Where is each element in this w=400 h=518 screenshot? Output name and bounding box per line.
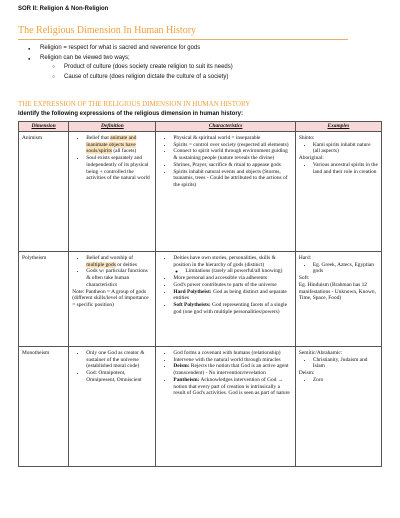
title-divider (18, 39, 348, 40)
highlight: animate and inanimate objects have souls/spirits (86, 135, 137, 155)
list-item: • Christianity, Judaism and Islam (313, 357, 378, 370)
example-heading: Shinto: (298, 135, 315, 141)
table-row-polytheism (19, 252, 382, 347)
term-cell: Polytheism (19, 252, 69, 347)
page-title: The Religious Dimension In Human History (18, 25, 197, 36)
dimensions-table (18, 121, 382, 467)
example-text: Eg. Hinduism (Brahman has 12 manifestations - Unknown, Known, Time, Space, Food) (298, 281, 376, 302)
example-heading: Aboriginal: (298, 155, 324, 162)
table-row-monotheism (19, 347, 382, 467)
examples-cell (295, 347, 381, 467)
bullet-item: ● Religion = respect for what is sacred and reverence for gods (28, 44, 233, 54)
example-heading: Semitic/Abrahamic: (298, 350, 343, 356)
table-row-animism (19, 132, 382, 252)
list-item: • God's power contributes to parts of the universe (173, 282, 291, 289)
example-heading: Soft: (298, 275, 310, 282)
examples-cell (295, 132, 381, 252)
example-heading: Hard: (298, 255, 312, 261)
table-header-row (19, 122, 382, 132)
highlight: multiple gods (86, 261, 116, 268)
list-item: • Only one God as creator & sustainer of the universe (established moral code) (86, 350, 152, 370)
bullet-item: ● Religion can be viewed two ways; (28, 54, 233, 64)
list-item: • Physical & spiritual world = inseparable (173, 135, 291, 142)
list-item: • Pantheism: Acknowledges intervention of God → notion that every part of creation is intrinsically a result of God's activities. God is seen as part of nature (173, 377, 291, 397)
list-item: ◦ Limitations (rarely all powerful/all knowing) (185, 268, 291, 275)
note-text: Note: Pantheon = A group of gods (different skills/level of importance = specific position) (72, 288, 149, 308)
header-definition: Definition (69, 122, 156, 132)
list-item: • Connect to spirit world through environment guiding & sustaining people (nature reveals the divine) (173, 148, 291, 161)
list-item: • Belief and worship of multiple gods or deities (86, 255, 152, 268)
examples-cell (295, 252, 381, 347)
definition-cell (69, 347, 156, 467)
term-cell: Animism (19, 132, 69, 252)
list-item: • Belief that animate and inanimate objects have souls/spirits (all facets) (86, 135, 152, 155)
list-item: • Gods w/ particular functions & often take human characteristics (86, 268, 152, 288)
example-heading: Deism: (298, 370, 315, 377)
list-item: • Deism: Rejects the notion that God is an active agent (transcendent) - No intervention/revelation (173, 363, 291, 376)
header-dimension: Dimension (19, 122, 69, 132)
definition-cell (69, 252, 156, 347)
list-item: • God: Omnipotent, Omnipresent, Omniscient (86, 370, 152, 383)
list-item: • Various ancestral spirits in the land and their role in creation (313, 162, 378, 175)
list-item: • Intervene with the natural world through miracles (173, 357, 291, 364)
list-item: • Shrines, Prayer, sacrifice & ritual to appease gods (173, 162, 291, 169)
list-item: • God forms a covenant with humans (relationship) (173, 350, 291, 357)
list-item: • Soul exists separately and independently of its physical being + controlled the activities of the natural world (86, 155, 152, 182)
list-item: • Deities have own stories, personalities, skills & position in the hierarchy of gods (distinct) ◦ Limitations (rarely all powerful/all knowing) (173, 255, 291, 275)
list-item: • Hard Polytheist: God as being distinct and separate entities (173, 289, 291, 302)
list-item: • Eg. Greek, Aztecs, Egyptian gods (313, 262, 378, 275)
header-examples: Examples (295, 122, 381, 132)
list-item: • Spirits inhabit natural events and objects (Storms, tsunamis, trees - Could be attributed to the actions of the spirits) (173, 169, 291, 189)
list-item: • More personal and accessible via adherents (173, 275, 291, 282)
characteristics-cell (156, 347, 295, 467)
list-item: • Kami spirits inhabit nature (all aspects) (313, 142, 378, 155)
section-title: THE EXPRESSION OF THE RELIGIOUS DIMENSION IN HUMAN HISTORY (18, 100, 251, 108)
document-header: SOR II: Religion & Non-Religion (18, 6, 109, 12)
list-item: • Spirits = control over society (respected all elements) (173, 142, 291, 149)
definition-cell (69, 132, 156, 252)
list-item: • Zoro (313, 377, 378, 384)
sub-bullet-item: ○ Product of culture (does society create religion to suit its needs) (28, 63, 233, 73)
sub-bullet-item: ○ Cause of culture (does religion dictate the culture of a society) (28, 73, 233, 83)
term-cell: Monotheism (19, 347, 69, 467)
instruction-text: Identify the following expressions of the religious dimension in human history: (18, 111, 244, 117)
header-characteristics: Characteristics (156, 122, 295, 132)
list-item: • Soft Polytheists: God representing facets of a single god (one god with multiple personalities/powers) (173, 302, 291, 315)
intro-bullets (28, 44, 233, 82)
characteristics-cell (156, 132, 295, 252)
characteristics-cell (156, 252, 295, 347)
